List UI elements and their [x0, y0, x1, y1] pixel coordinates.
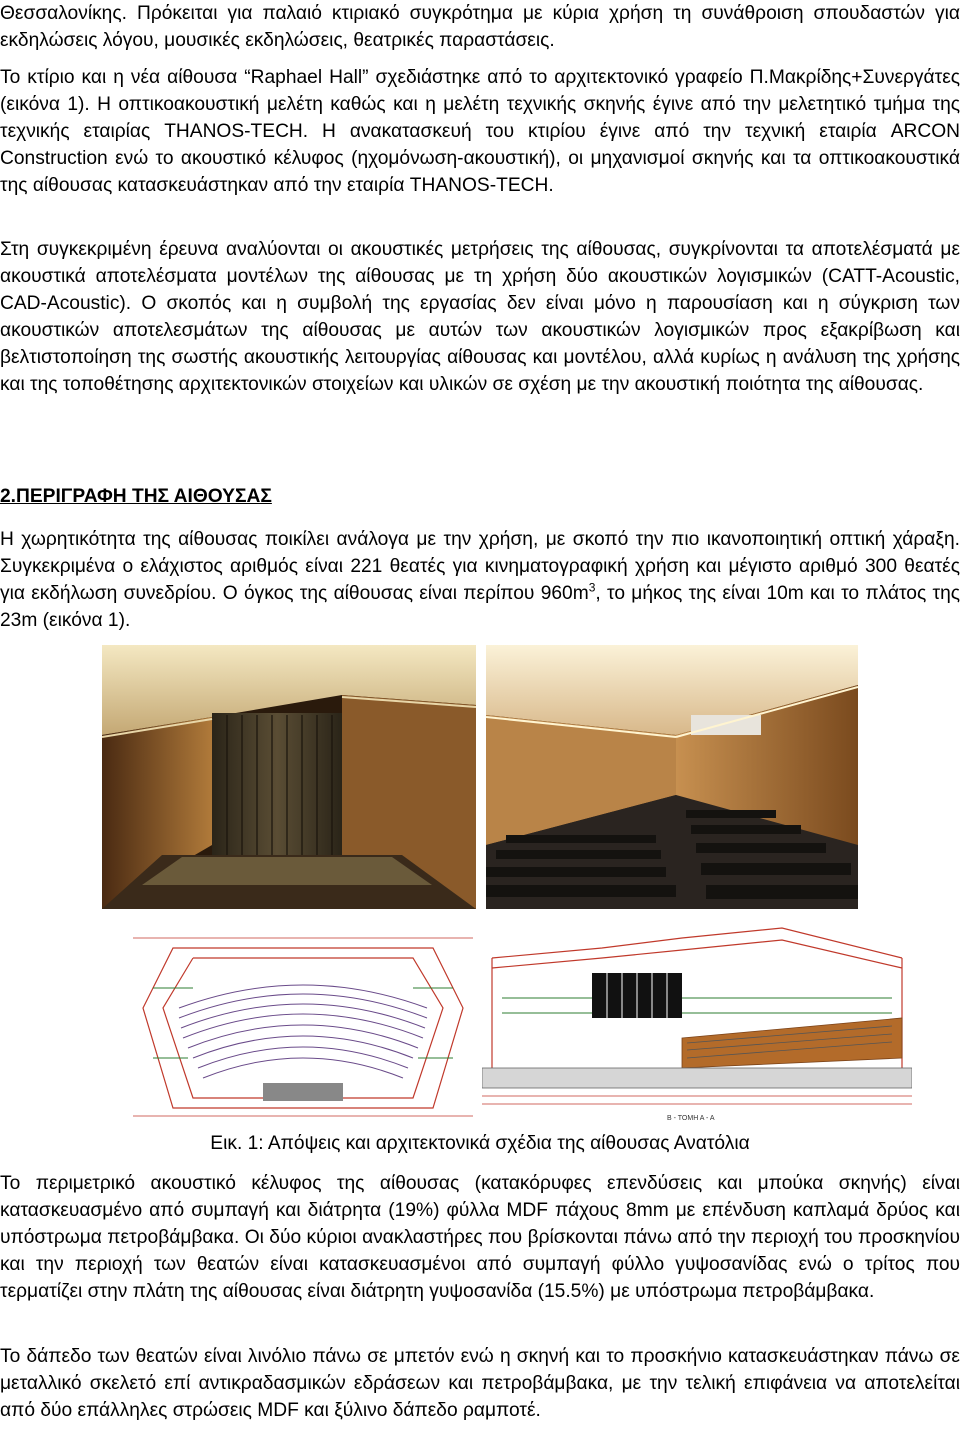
intro-paragraph-2: Το κτίριο και η νέα αίθουσα “Raphael Hall” σχεδιάστηκε από το αρχιτεκτονικό γραφείο Π.Μακρίδης+Συνεργάτες (εικόνα 1). Η οπτικοακουστική μελέτη καθώς και η μελέτη τεχνικής σκηνής έγινε από την μελετητικό τμήμα της τεχνικής εταιρίας THANOS-TECH. Η ανακατασκευή του κτιρίου έγινε από την τεχνική εταιρία ARCON Construction ενώ το ακουστικό κέλυφος (ηχομόνωση-ακουστική), οι μηχανισμοί σκηνής και τα οπτικοακουστικά της αίθουσας κατασκευάστηκαν από την εταιρία THANOS-TECH.	[0, 67, 960, 197]
hall-stage-photo	[102, 645, 476, 909]
floor-plan-illustration	[133, 928, 473, 1121]
section-paragraph-1	[0, 526, 960, 634]
paragraph-text-start: Η χωρητικότητα της αίθουσας ποικίλει ανάλογα με την χρήση, με σκοπό την πιο ικανοποιητική οπτική χάραξη. Συγκεκριμένα ο ελάχιστος αριθμός είναι 221 θεατές για κινηματογραφική χρήση και μέγιστο αριθμό 300 θεατές για εκδήλωση συνεδρίου. Ο όγκος της αίθουσας είναι περίπου 960m	[0, 529, 960, 605]
section-paragraph-3: Το δάπεδο των θεατών είναι λινόλιο πάνω σε μπετόν ενώ η σκηνή και το προσκήνιο κατασκευάστηκαν πάνω σε μεταλλικό σκελετό επί αντικραδασμικών εδράσεων και πετροβάμβακα, με την τελική επιφάνεια να αποτελείται από δύο επάλληλες στρώσεις MDF και ξύλινο δάπεδο ραμποτέ.	[0, 1346, 960, 1422]
section-heading	[0, 486, 272, 508]
section-paragraph-2: Το περιμετρικό ακουστικό κέλυφος της αίθουσας (κατακόρυφες επενδύσεις και μπούκα σκηνής) είναι κατασκευασμένο από συμπαγή και διάτρητα (19%) φύλλα MDF πάχους 8mm με επένδυση καπλαμά δρύος και υπόστρωμα πετροβάμβακα. Οι δύο κύριοι ανακλαστήρες που βρίσκονται πάνω από την περιοχή του προσκηνίου και την περιοχή των θεατών είναι κατασκευασμένοι από συμπαγή φύλλο γυψοσανίδας ενώ ο τρίτος που τερματίζει στην πλάτη της αίθουσας είναι διάτρητη γυψοσανίδα (15.5%) με υπόστρωμα πετροβάμβακα.	[0, 1173, 960, 1303]
floor-plan-drawing	[133, 928, 473, 1121]
hall-seating-illustration	[486, 645, 858, 909]
paragraph-text-end: , το μήκος της είναι 10m και το πλάτος της 23m (εικόνα 1).	[0, 583, 960, 632]
drawing-tag: Β - ΤΟΜΗ Α - Α	[667, 1115, 715, 1122]
section-drawing	[482, 918, 912, 1128]
intro-paragraph-3: Στη συγκεκριμένη έρευνα αναλύονται οι ακουστικές μετρήσεις της αίθουσας, συγκρίνονται τα αποτελέσματά με ακουστικά αποτελέσματα μοντέλων της αίθουσας με τη χρήση δύο ακουστικών λογισμικών (CATT-Acoustic, CAD-Acoustic). Ο σκοπός και η συμβολή της εργασίας δεν είναι μόνο η παρουσίαση και η σύγκριση των ακουστικών αποτελεσμάτων της αίθουσας με αυτών των ακουστικών λογισμικών προς εξακρίβωση και βελτιστοποίηση της σωστής ακουστικής λειτουργίας αίθουσας και μοντέλου, αλλά κυρίως η ανάλυση της χρήσης και της τοποθέτησης αρχιτεκτονικών στοιχείων και υλικών σε σχέση με την ακουστική ποιότητα της αίθουσας.	[0, 239, 960, 396]
section-illustration	[482, 918, 912, 1128]
superscript-exponent: 3	[588, 580, 596, 595]
hall-seating-photo	[486, 645, 858, 909]
section-heading-text: 2.ΠΕΡΙΓΡΑΦΗ ΤΗΣ ΑΙΘΟΥΣΑΣ	[0, 486, 272, 507]
figure-caption: Εικ. 1: Απόψεις και αρχιτεκτονικά σχέδια της αίθουσας Ανατόλια	[210, 1133, 750, 1154]
hall-stage-illustration	[102, 645, 476, 909]
intro-paragraph-1: Θεσσαλονίκης. Πρόκειται για παλαιό κτιριακό συγκρότημα με κύρια χρήση τη συνάθροιση σπουδαστών για εκδηλώσεις λόγου, μουσικές εκδηλώσεις, θεατρικές παραστάσεις.	[0, 3, 960, 52]
